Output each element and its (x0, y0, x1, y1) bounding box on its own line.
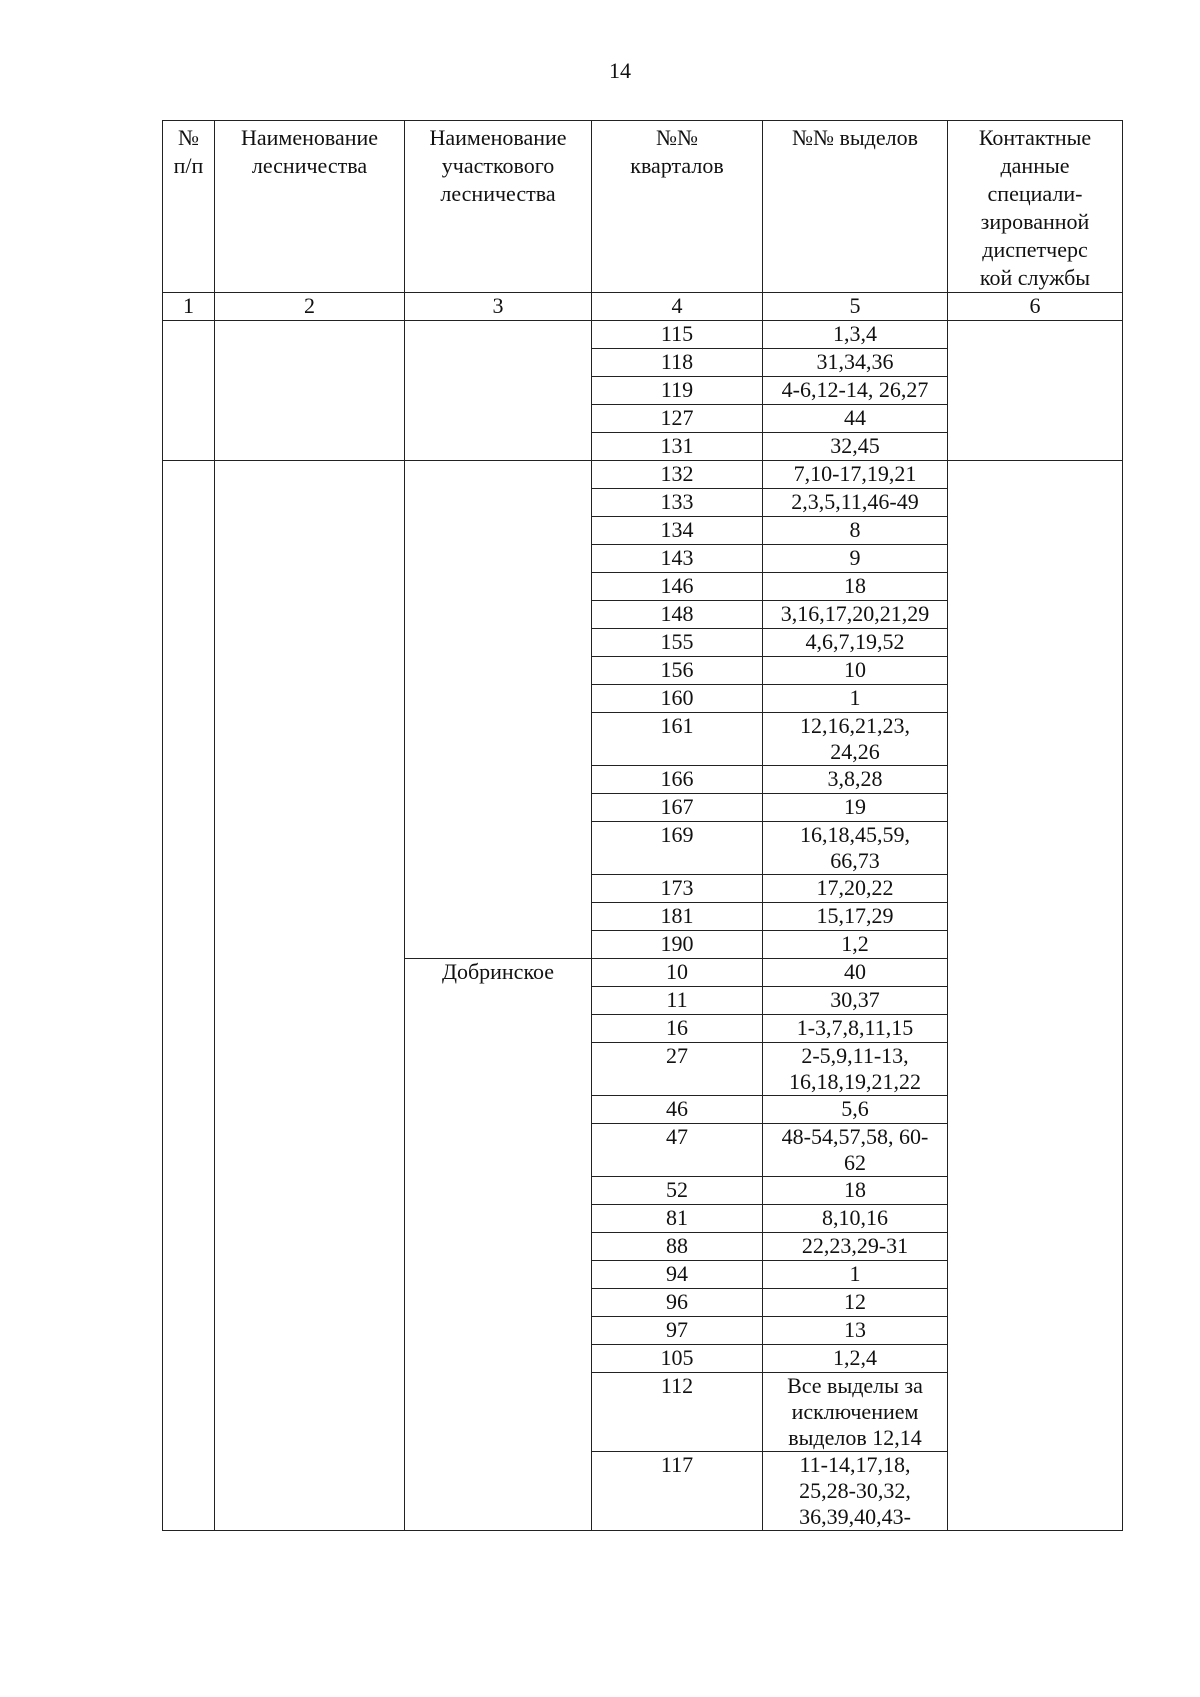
quarter-number-cell: 47 (592, 1124, 763, 1177)
allotment-numbers-cell: 13 (763, 1317, 948, 1345)
allotment-numbers-cell: 19 (763, 794, 948, 822)
allotment-numbers-cell: 2,3,5,11,46-49 (763, 489, 948, 517)
forest-districts-table (162, 120, 1123, 1531)
header-text: № п/п (173, 125, 204, 178)
allotment-numbers-cell: 1,2,4 (763, 1345, 948, 1373)
column-number: 4 (592, 293, 763, 321)
allotment-numbers-cell: 3,16,17,20,21,29 (763, 601, 948, 629)
quarter-number-cell: 97 (592, 1317, 763, 1345)
dispatch-contact-cell (948, 461, 1123, 1531)
quarter-number-cell: 117 (592, 1452, 763, 1531)
district-forestry-cell (405, 321, 592, 461)
allotment-numbers-cell: 30,37 (763, 987, 948, 1015)
quarter-number-cell: 167 (592, 794, 763, 822)
allotment-numbers-cell: 18 (763, 573, 948, 601)
quarter-number-cell: 118 (592, 349, 763, 377)
quarter-number-cell: 181 (592, 903, 763, 931)
allotment-numbers-cell: 40 (763, 959, 948, 987)
header-text: №№ кварталов (630, 125, 724, 178)
header-text: Контактные данные специали- зированной диспетчерс кой службы (978, 125, 1092, 290)
forestry-name-cell (215, 461, 405, 1531)
district-forestry-cell (405, 461, 592, 959)
header-forestry-name (215, 121, 405, 293)
quarter-number-cell: 16 (592, 1015, 763, 1043)
allotment-numbers-cell: 44 (763, 405, 948, 433)
header-row-number (163, 121, 215, 293)
allotment-numbers-cell: 1,2 (763, 931, 948, 959)
allotment-numbers-cell: 12 (763, 1289, 948, 1317)
allotment-numbers-cell: 22,23,29-31 (763, 1233, 948, 1261)
table-header (163, 121, 1123, 321)
header-allotment-numbers (763, 121, 948, 293)
quarter-number-cell: 148 (592, 601, 763, 629)
allotment-numbers-cell: 8 (763, 517, 948, 545)
allotment-numbers-cell: 1-3,7,8,11,15 (763, 1015, 948, 1043)
quarter-number-cell: 112 (592, 1373, 763, 1452)
allotment-numbers-cell: 9 (763, 545, 948, 573)
allotment-numbers-cell: 31,34,36 (763, 349, 948, 377)
allotment-numbers-cell: 1,3,4 (763, 321, 948, 349)
table-group-1 (163, 321, 1123, 461)
quarter-number-cell: 132 (592, 461, 763, 489)
quarter-number-cell: 166 (592, 766, 763, 794)
column-number: 6 (948, 293, 1123, 321)
quarter-number-cell: 127 (592, 405, 763, 433)
column-number: 1 (163, 293, 215, 321)
column-number: 5 (763, 293, 948, 321)
dispatch-contact-cell (948, 321, 1123, 461)
allotment-numbers-cell: 10 (763, 657, 948, 685)
table-row (163, 461, 1123, 489)
quarter-number-cell: 169 (592, 822, 763, 875)
header-text: Наименование участкового лесничества (429, 125, 567, 206)
quarter-number-cell: 27 (592, 1043, 763, 1096)
quarter-number-cell: 105 (592, 1345, 763, 1373)
quarter-number-cell: 160 (592, 685, 763, 713)
header-text: Наименование лесничества (240, 125, 379, 178)
header-dispatch-contacts (948, 121, 1123, 293)
quarter-number-cell: 119 (592, 377, 763, 405)
row-number-cell (163, 461, 215, 1531)
allotment-numbers-cell: 11-14,17,18, 25,28-30,32, 36,39,40,43- (763, 1452, 948, 1531)
quarter-number-cell: 190 (592, 931, 763, 959)
table-row (163, 321, 1123, 349)
allotment-numbers-cell: 5,6 (763, 1096, 948, 1124)
quarter-number-cell: 131 (592, 433, 763, 461)
quarter-number-cell: 11 (592, 987, 763, 1015)
allotment-numbers-cell: 16,18,45,59, 66,73 (763, 822, 948, 875)
allotment-numbers-cell: 2-5,9,11-13, 16,18,19,21,22 (763, 1043, 948, 1096)
quarter-number-cell: 155 (592, 629, 763, 657)
column-number: 2 (215, 293, 405, 321)
quarter-number-cell: 146 (592, 573, 763, 601)
quarter-number-cell: 143 (592, 545, 763, 573)
allotment-numbers-cell: 1 (763, 1261, 948, 1289)
allotment-numbers-cell: 15,17,29 (763, 903, 948, 931)
quarter-number-cell: 10 (592, 959, 763, 987)
quarter-number-cell: 52 (592, 1177, 763, 1205)
row-number-cell (163, 321, 215, 461)
column-number-row (163, 293, 1123, 321)
allotment-numbers-cell: 3,8,28 (763, 766, 948, 794)
allotment-numbers-cell: 7,10-17,19,21 (763, 461, 948, 489)
district-forestry-cell: Добринское (405, 959, 592, 1531)
allotment-numbers-cell: 4-6,12-14, 26,27 (763, 377, 948, 405)
allotment-numbers-cell: 1 (763, 685, 948, 713)
quarter-number-cell: 133 (592, 489, 763, 517)
quarter-number-cell: 81 (592, 1205, 763, 1233)
quarter-number-cell: 173 (592, 875, 763, 903)
quarter-number-cell: 134 (592, 517, 763, 545)
column-number: 3 (405, 293, 592, 321)
quarter-number-cell: 88 (592, 1233, 763, 1261)
quarter-number-cell: 94 (592, 1261, 763, 1289)
allotment-numbers-cell: 32,45 (763, 433, 948, 461)
allotment-numbers-cell: 8,10,16 (763, 1205, 948, 1233)
quarter-number-cell: 115 (592, 321, 763, 349)
quarter-number-cell: 46 (592, 1096, 763, 1124)
allotment-numbers-cell: 18 (763, 1177, 948, 1205)
allotment-numbers-cell: 12,16,21,23, 24,26 (763, 713, 948, 766)
header-quarter-numbers (592, 121, 763, 293)
quarter-number-cell: 156 (592, 657, 763, 685)
allotment-numbers-cell: 4,6,7,19,52 (763, 629, 948, 657)
allotment-numbers-cell: 48-54,57,58, 60- 62 (763, 1124, 948, 1177)
header-text: №№ выделов (792, 125, 918, 150)
quarter-number-cell: 161 (592, 713, 763, 766)
allotment-numbers-cell: 17,20,22 (763, 875, 948, 903)
table-group-2 (163, 461, 1123, 1531)
page-number: 14 (609, 58, 631, 83)
quarter-number-cell: 96 (592, 1289, 763, 1317)
forestry-name-cell (215, 321, 405, 461)
header-district-forestry-name (405, 121, 592, 293)
allotment-numbers-cell: Все выделы за исключением выделов 12,14 (763, 1373, 948, 1452)
